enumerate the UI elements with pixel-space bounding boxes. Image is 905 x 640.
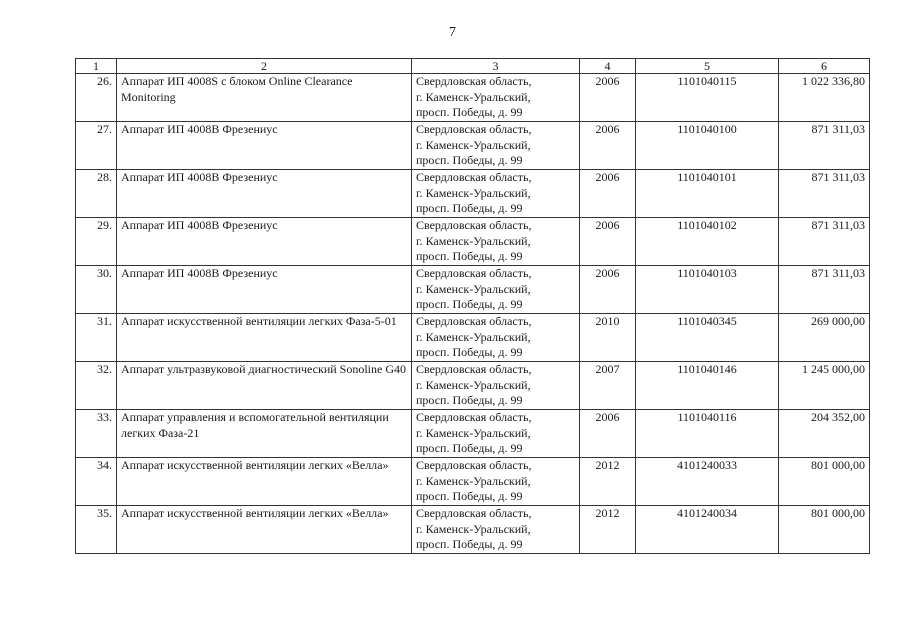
address-cell [412,122,580,170]
row-number-cell: 35. [76,506,117,554]
address-line: Свердловская область, [416,122,532,136]
address-line: г. Каменск-Уральский, [416,329,531,344]
cost-cell: 871 311,03 [779,266,870,314]
table-body [76,74,870,554]
row-number-cell: 34. [76,458,117,506]
address-line: просп. Победы, д. 99 [416,489,523,503]
cost-cell: 269 000,00 [779,314,870,362]
page-number: 7 [449,25,456,40]
cost-cell: 801 000,00 [779,506,870,554]
inventory-number-cell: 1101040115 [636,74,779,122]
address-line: просп. Победы, д. 99 [416,249,523,263]
address-cell [412,218,580,266]
address-line: г. Каменск-Уральский, [416,137,531,152]
inventory-number-cell: 1101040345 [636,314,779,362]
cost-cell: 871 311,03 [779,170,870,218]
year-cell: 2006 [580,74,636,122]
row-number-cell: 32. [76,362,117,410]
year-cell: 2012 [580,506,636,554]
table-row [76,122,870,170]
address-line: просп. Победы, д. 99 [416,393,523,407]
table-row [76,266,870,314]
cost-cell: 1 022 336,80 [779,74,870,122]
address-line: г. Каменск-Уральский, [416,377,531,392]
equipment-name-cell: Аппарат искусственной вентиляции легких Фаза-5-01 [117,314,412,362]
year-cell: 2006 [580,122,636,170]
table-row [76,74,870,122]
year-cell: 2006 [580,170,636,218]
column-header-6: 6 [779,59,870,74]
inventory-number-cell: 1101040100 [636,122,779,170]
address-line: Свердловская область, [416,362,532,376]
address-line: г. Каменск-Уральский, [416,521,531,536]
column-header-1: 1 [76,59,117,74]
equipment-name-cell: Аппарат ИП 4008В Фрезениус [117,170,412,218]
cost-cell: 1 245 000,00 [779,362,870,410]
year-cell: 2007 [580,362,636,410]
cost-cell: 871 311,03 [779,218,870,266]
equipment-name-cell: Аппарат управления и вспомогательной вентиляции легких Фаза-21 [117,410,412,458]
year-cell: 2006 [580,218,636,266]
column-header-3: 3 [412,59,580,74]
equipment-name-cell: Аппарат искусственной вентиляции легких «Велла» [117,506,412,554]
equipment-name-cell: Аппарат искусственной вентиляции легких «Велла» [117,458,412,506]
address-cell [412,314,580,362]
asset-table [75,58,870,554]
row-number-cell: 33. [76,410,117,458]
table-row [76,458,870,506]
column-header-4: 4 [580,59,636,74]
year-cell: 2006 [580,266,636,314]
address-line: Свердловская область, [416,314,532,328]
address-cell [412,410,580,458]
address-line: г. Каменск-Уральский, [416,185,531,200]
address-line: просп. Победы, д. 99 [416,345,523,359]
row-number-cell: 31. [76,314,117,362]
address-line: Свердловская область, [416,266,532,280]
inventory-number-cell: 4101240033 [636,458,779,506]
address-line: Свердловская область, [416,170,532,184]
address-line: г. Каменск-Уральский, [416,281,531,296]
row-number-cell: 29. [76,218,117,266]
address-line: Свердловская область, [416,74,532,88]
table-row [76,506,870,554]
address-line: Свердловская область, [416,410,532,424]
address-cell [412,362,580,410]
address-cell [412,170,580,218]
address-cell [412,266,580,314]
inventory-number-cell: 4101240034 [636,506,779,554]
address-line: просп. Победы, д. 99 [416,153,523,167]
address-line: Свердловская область, [416,218,532,232]
address-line: Свердловская область, [416,506,532,520]
row-number-cell: 28. [76,170,117,218]
table-header-row [76,59,870,74]
address-cell [412,74,580,122]
address-line: просп. Победы, д. 99 [416,537,523,551]
table-row [76,314,870,362]
row-number-cell: 27. [76,122,117,170]
cost-cell: 204 352,00 [779,410,870,458]
equipment-name-cell: Аппарат ИП 4008S с блоком Online Clearance Monitoring [117,74,412,122]
row-number-cell: 30. [76,266,117,314]
address-line: просп. Победы, д. 99 [416,297,523,311]
table-row [76,170,870,218]
inventory-number-cell: 1101040116 [636,410,779,458]
cost-cell: 801 000,00 [779,458,870,506]
equipment-name-cell: Аппарат ультразвуковой диагностический Sonoline G40 [117,362,412,410]
year-cell: 2006 [580,410,636,458]
address-line: просп. Победы, д. 99 [416,105,523,119]
address-cell [412,506,580,554]
address-line: просп. Победы, д. 99 [416,441,523,455]
equipment-name-cell: Аппарат ИП 4008В Фрезениус [117,218,412,266]
address-line: г. Каменск-Уральский, [416,425,531,440]
address-line: г. Каменск-Уральский, [416,233,531,248]
column-header-2: 2 [117,59,412,74]
address-line: г. Каменск-Уральский, [416,473,531,488]
column-header-5: 5 [636,59,779,74]
row-number-cell: 26. [76,74,117,122]
inventory-number-cell: 1101040101 [636,170,779,218]
table-row [76,218,870,266]
equipment-name-cell: Аппарат ИП 4008В Фрезениус [117,266,412,314]
table-row [76,410,870,458]
address-line: Свердловская область, [416,458,532,472]
equipment-name-cell: Аппарат ИП 4008В Фрезениус [117,122,412,170]
inventory-number-cell: 1101040146 [636,362,779,410]
table-row [76,362,870,410]
cost-cell: 871 311,03 [779,122,870,170]
address-cell [412,458,580,506]
year-cell: 2010 [580,314,636,362]
address-line: просп. Победы, д. 99 [416,201,523,215]
inventory-number-cell: 1101040102 [636,218,779,266]
year-cell: 2012 [580,458,636,506]
address-line: г. Каменск-Уральский, [416,89,531,104]
inventory-number-cell: 1101040103 [636,266,779,314]
